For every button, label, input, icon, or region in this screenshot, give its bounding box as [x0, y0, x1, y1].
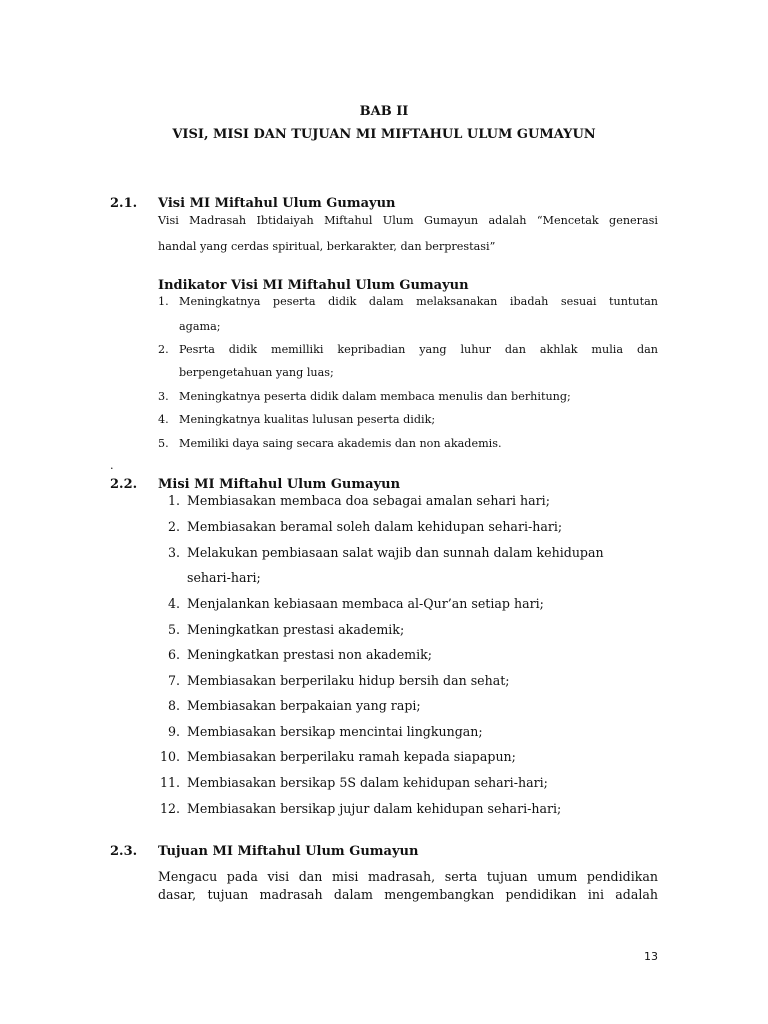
stray-dot: . [110, 459, 114, 472]
visi-text-line-2: handal yang cerdas spiritual, berkarakter, dan berprestasi” [158, 240, 496, 253]
indikator-item-text: Meningkatnya peserta didik dalam melaksanakan ibadah sesuai tuntutan [179, 295, 658, 308]
misi-item-number: 4. [167, 596, 180, 611]
indikator-item-text: Memiliki daya saing secara akademis dan non akademis. [179, 437, 502, 450]
indikator-item-number: 4. [158, 413, 169, 426]
misi-item-text: Melakukan pembiasaan salat wajib dan sunnah dalam kehidupan [187, 545, 604, 560]
tujuan-text-line-2: dasar, tujuan madrasah dalam mengembangkan pendidikan ini adalah [158, 887, 658, 902]
misi-item-text: Membiasakan membaca doa sebagai amalan sehari hari; [187, 493, 550, 508]
page-number: 13 [644, 950, 658, 963]
misi-item-text: Membiasakan bersikap jujur dalam kehidupan sehari-hari; [187, 801, 562, 816]
indikator-item-text-cont: berpengetahuan yang luas; [179, 366, 334, 379]
misi-item-text: Membiasakan berperilaku hidup bersih dan sehat; [187, 673, 510, 688]
misi-item-text: Membiasakan bersikap mencintai lingkungan; [187, 724, 483, 739]
section-number-misi: 2.2. [110, 477, 138, 492]
misi-item-text: Membiasakan bersikap 5S dalam kehidupan sehari-hari; [187, 775, 548, 790]
misi-item-number: 5. [167, 622, 180, 637]
chapter-title: VISI, MISI DAN TUJUAN MI MIFTAHUL ULUM GUMAYUN [172, 127, 596, 142]
indikator-item-text: Meningkatnya kualitas lulusan peserta didik; [179, 413, 436, 426]
misi-item-number: 12. [159, 801, 180, 816]
misi-item-number: 9. [167, 724, 180, 739]
misi-item-number: 2. [167, 519, 180, 534]
indikator-item-number: 5. [158, 437, 169, 450]
misi-item-text: Membiasakan berpakaian yang rapi; [187, 698, 421, 713]
misi-item-number: 11. [159, 775, 180, 790]
section-heading-misi: Misi MI Miftahul Ulum Gumayun [158, 477, 401, 492]
misi-item-text: Meningkatkan prestasi non akademik; [187, 647, 432, 662]
misi-item-text: Meningkatkan prestasi akademik; [187, 622, 405, 637]
misi-item-number: 10. [159, 749, 180, 764]
indikator-item-number: 3. [158, 390, 169, 403]
chapter-label: BAB II [359, 104, 409, 119]
misi-item-text: Membiasakan berperilaku ramah kepada siapapun; [187, 749, 516, 764]
indikator-item-number: 2. [158, 343, 169, 356]
indikator-item-text: Pesrta didik memilliki kepribadian yang luhur dan akhlak mulia dan [179, 343, 658, 356]
indikator-item-text: Meningkatnya peserta didik dalam membaca menulis dan berhitung; [179, 390, 571, 403]
misi-item-text-cont: sehari-hari; [187, 570, 261, 585]
tujuan-text-line-1: Mengacu pada visi dan misi madrasah, serta tujuan umum pendidikan [158, 869, 658, 884]
visi-text-line-1: Visi Madrasah Ibtidaiyah Miftahul Ulum Gumayun adalah “Mencetak generasi [158, 214, 658, 227]
misi-item-number: 8. [167, 698, 180, 713]
misi-item-text: Membiasakan beramal soleh dalam kehidupan sehari-hari; [187, 519, 563, 534]
indikator-heading: Indikator Visi MI Miftahul Ulum Gumayun [158, 278, 469, 293]
indikator-item-text-cont: agama; [179, 320, 221, 333]
misi-item-text: Menjalankan kebiasaan membaca al-Qur’an setiap hari; [187, 596, 544, 611]
indikator-item-number: 1. [158, 295, 169, 308]
section-heading-tujuan: Tujuan MI Miftahul Ulum Gumayun [158, 844, 419, 859]
misi-item-number: 7. [167, 673, 180, 688]
section-heading-visi: Visi MI Miftahul Ulum Gumayun [158, 196, 396, 211]
misi-item-number: 6. [167, 647, 180, 662]
misi-item-number: 3. [167, 545, 180, 560]
misi-item-number: 1. [167, 493, 180, 508]
section-number-tujuan: 2.3. [110, 844, 138, 859]
section-number-visi: 2.1. [110, 196, 138, 211]
